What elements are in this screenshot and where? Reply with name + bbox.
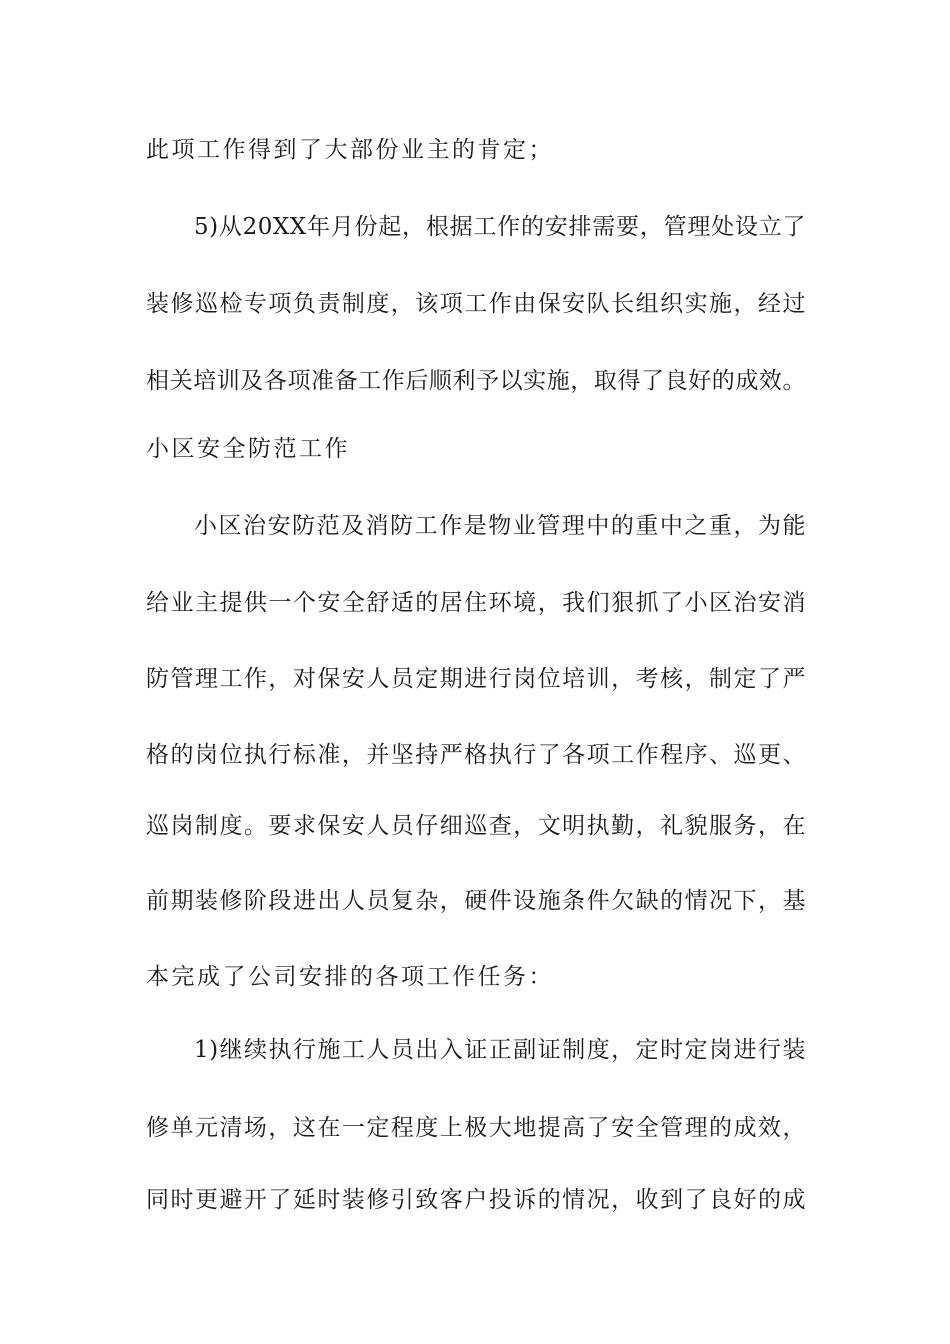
text-line-1: 此项工作得到了大部份业主的肯定； [146,137,554,163]
text-line-8: 防管理工作，对保安人员定期进行岗位培训，考核，制定了严 [146,666,806,692]
text-line-11: 前期装修阶段进出人员复杂，硬件设施条件欠缺的情况下，基 [146,888,806,914]
text-line-14: 修单元清场，这在一定程度上极大地提高了安全管理的成效， [146,1115,806,1141]
text-line-12: 本完成了公司安排的各项工作任务： [146,964,554,990]
text-line-7: 给业主提供一个安全舒适的居住环境，我们狠抓了小区治安消 [146,590,806,616]
section-heading: 小区安全防范工作 [146,436,350,462]
text-line-6: 小区治安防范及消防工作是物业管理中的重中之重，为能 [194,513,806,539]
text-line-2: 5)从20XX年月份起，根据工作的安排需要，管理处设立了 [194,214,806,240]
text-line-10: 巡岗制度。要求保安人员仔细巡查，文明执勤，礼貌服务，在 [146,813,806,839]
text-line-9: 格的岗位执行标准，并坚持严格执行了各项工作程序、巡更、 [146,742,806,768]
text-line-3: 装修巡检专项负责制度，该项工作由保安队长组织实施，经过 [146,291,806,317]
text-line-13: 1)继续执行施工人员出入证正副证制度，定时定岗进行装 [194,1037,806,1063]
text-line-15: 同时更避开了延时装修引致客户投诉的情况，收到了良好的成 [146,1187,806,1213]
text-line-4: 相关培训及各项准备工作后顺利予以实施，取得了良好的成效。 [146,368,806,394]
